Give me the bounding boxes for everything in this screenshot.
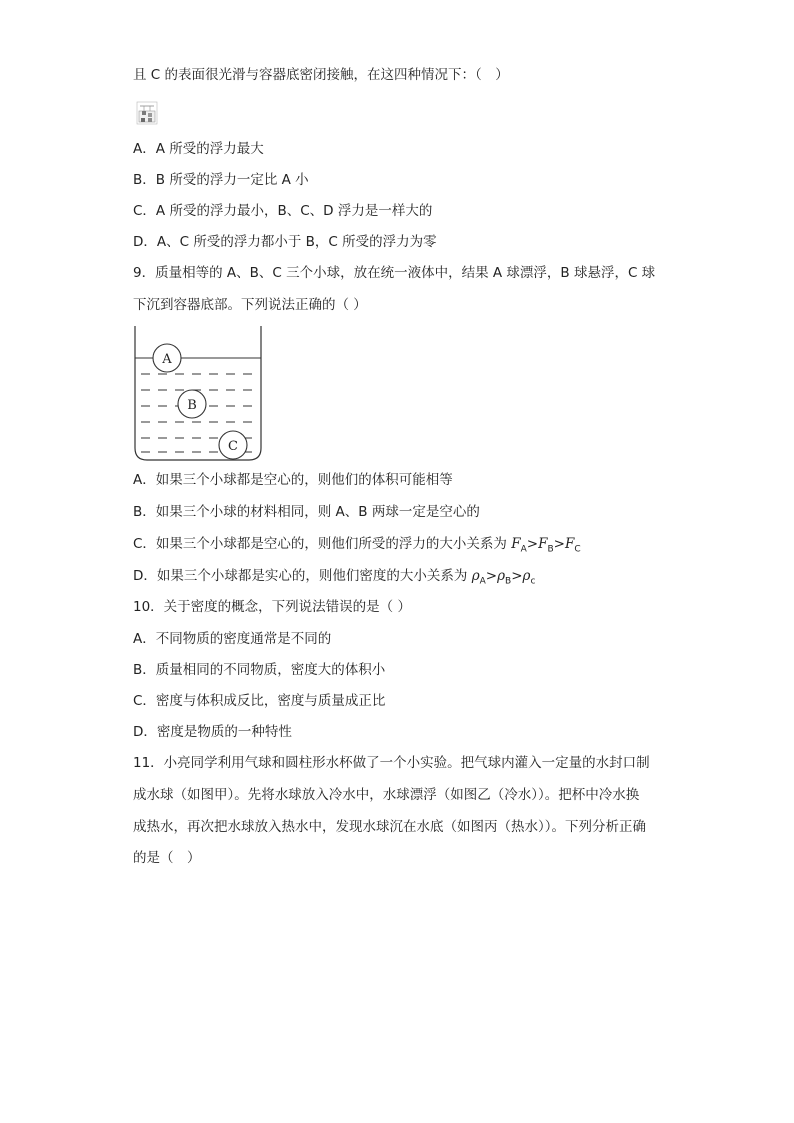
- q9-option-c-text: C．如果三个小球都是空心的，则他们所受的浮力的大小关系为: [133, 536, 512, 552]
- q9-option-d: D．如果三个小球都是实心的，则他们密度的大小关系为 $\rho_A>\rho_B>\rho_c$: [133, 568, 536, 587]
- q9-option-a: A．如果三个小球都是空心的，则他们的体积可能相等: [133, 472, 453, 488]
- q9-option-b: B．如果三个小球的材料相同，则 A、B 两球一定是空心的: [133, 504, 480, 520]
- q8-option-c: C．A 所受的浮力最小，B、C、D 浮力是一样大的: [133, 203, 433, 219]
- q8-figure-thumbnail: [136, 100, 158, 126]
- q10-stem: 10．关于密度的概念，下列说法错误的是（ ）: [133, 599, 411, 615]
- q9-stem-line2: 下沉到容器底部。下列说法正确的（ ）: [133, 297, 367, 313]
- q10-option-b: B．质量相同的不同物质，密度大的体积小: [133, 662, 386, 678]
- q11-line4: 的是（ ）: [133, 850, 201, 866]
- q8-stem-tail: 且 C 的表面很光滑与容器底密闭接触，在这四种情况下：（ ）: [133, 67, 509, 83]
- q10-option-c: C．密度与体积成反比，密度与质量成正比: [133, 693, 386, 709]
- q9-container-figure: [133, 324, 263, 464]
- q9-option-c: C．如果三个小球都是空心的，则他们所受的浮力的大小关系为 $F_A>F_B>F_C$: [133, 536, 581, 555]
- q9-stem-line1: 9．质量相等的 A、B、C 三个小球，放在统一液体中，结果 A 球漂浮，B 球悬浮，C 球: [133, 265, 656, 281]
- q9-option-d-text: D．如果三个小球都是实心的，则他们密度的大小关系为: [133, 568, 472, 584]
- ball-a-label: A: [162, 352, 172, 367]
- q11-line2: 成水球（如图甲）。先将水球放入冷水中，水球漂浮（如图乙（冷水））。把杯中冷水换: [133, 787, 640, 803]
- q8-option-a: A．A 所受的浮力最大: [133, 141, 264, 157]
- q8-option-b: B．B 所受的浮力一定比 A 小: [133, 172, 309, 188]
- q11-line3: 成热水，再次把水球放入热水中，发现水球沉在水底（如图丙（热水））。下列分析正确: [133, 819, 646, 835]
- q8-option-d: D．A、C 所受的浮力都小于 B，C 所受的浮力为零: [133, 234, 437, 250]
- q11-line1: 11．小亮同学利用气球和圆柱形水杯做了一个小实验。把气球内灌入一定量的水封口制: [133, 755, 650, 771]
- q10-option-a: A．不同物质的密度通常是不同的: [133, 631, 332, 647]
- ball-c-label: C: [228, 439, 238, 454]
- ball-b-label: B: [187, 398, 197, 413]
- q10-option-d: D．密度是物质的一种特性: [133, 724, 292, 740]
